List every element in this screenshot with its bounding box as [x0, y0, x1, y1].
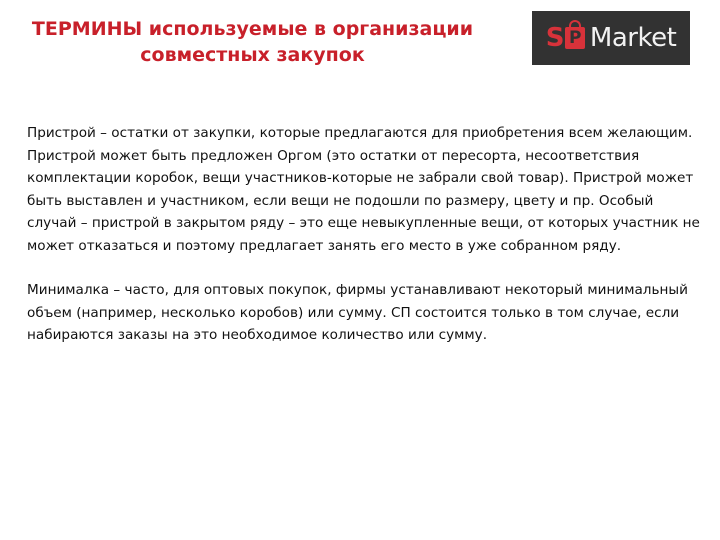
logo-letter-s: S	[545, 23, 564, 53]
shopping-bag-icon	[565, 27, 585, 49]
page-title	[20, 16, 485, 68]
page-title-line-2: совместных закупок	[140, 44, 365, 66]
page-title-line-1: ТЕРМИНЫ используемые в организации	[31, 18, 474, 40]
term-paragraph-minimalka: Минималка – часто, для оптовых покупок, фирмы устанавливают некоторый минимальный объем (например, несколько коробов) или сумму. СП состоится только в том случае, если набираются заказы на это необходимое количество или сумму.	[27, 282, 688, 343]
logo-letter-p: P	[568, 28, 581, 48]
logo-market-text: Market	[589, 23, 677, 53]
logo-wordmark	[546, 25, 677, 51]
terms-content	[27, 122, 702, 347]
spmarket-logo	[532, 11, 690, 65]
term-paragraph-pristroy: Пристрой – остатки от закупки, которые предлагаются для приобретения всем желающим. Пристрой может быть предложен Оргом (это остатки от пересорта, несоответствия комплектации коробок, вещи участников-которые не забрали свой товар). Пристрой может быть выставлен и участником, если вещи не подошли по размеру, цвету и пр. Особый случай – пристрой в закрытом ряду – это еще невыкупленные вещи, от которых участник не может отказаться и поэтому предлагает занять его место в уже собранном ряду.	[27, 125, 700, 254]
